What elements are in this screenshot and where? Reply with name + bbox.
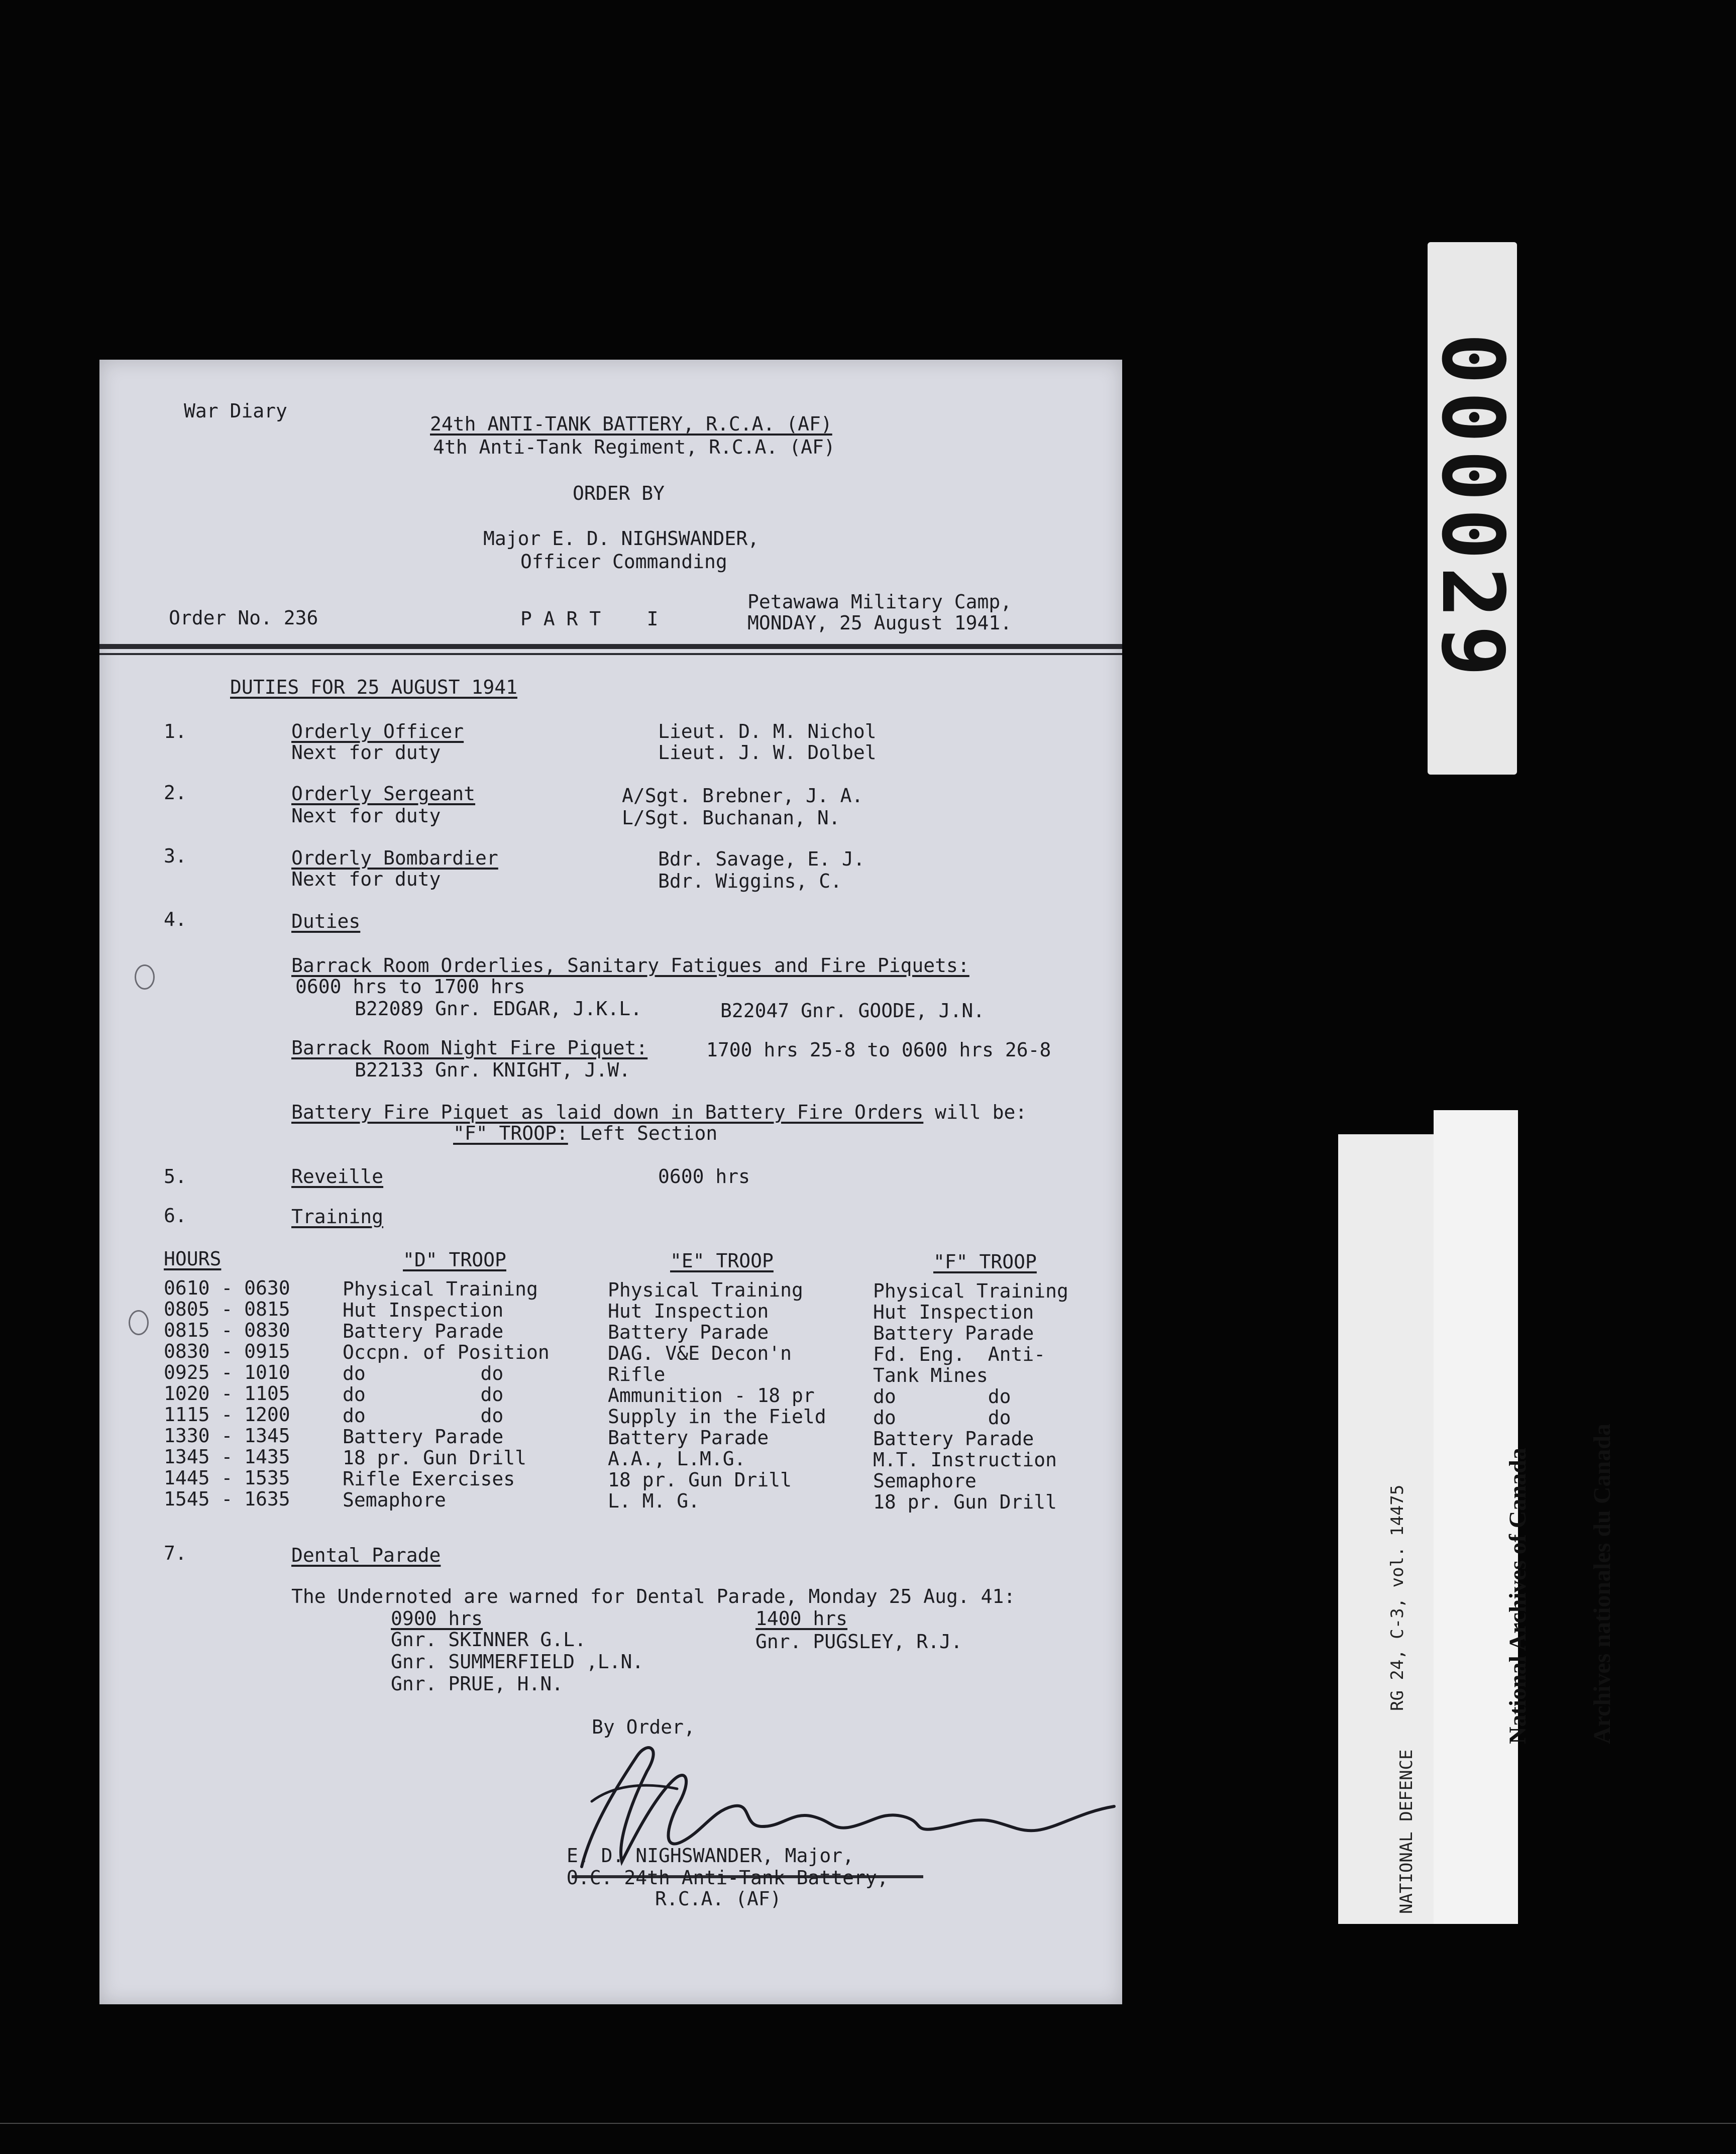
training-cell: Physical Training [343,1278,538,1300]
training-cell: Occpn. of Position [343,1341,550,1363]
training-cell: do do [343,1405,504,1427]
dental-heading: Dental Parade [291,1544,441,1566]
training-cell: Semaphore [343,1489,446,1511]
time-cell: 1020 - 1105 [164,1382,290,1405]
barrack-heading: Barrack Room Orderlies, Sanitary Fatigues and Fire Piquets: [291,954,969,977]
duty-value: Bdr. Savage, E. J. [658,848,865,870]
training-cell: do do [873,1385,1011,1408]
archive-ref: RG 24, C-3, vol. 14475 [1387,1484,1407,1711]
time-cell: 1345 - 1435 [164,1446,290,1468]
order-by: ORDER BY [573,482,665,504]
punch-hole [135,964,155,990]
training-cell: do do [873,1407,1011,1429]
dental-intro: The Undernoted are warned for Dental Parade, Monday 25 Aug. 41: [291,1585,1016,1607]
training-cell: M.T. Instruction [873,1449,1057,1471]
time-cell: 0830 - 0915 [164,1340,290,1362]
column-header: "D" TROOP [403,1249,506,1271]
archives-name-fr: Archives nationales du Canada [1589,1424,1615,1744]
training-cell: Tank Mines [873,1364,988,1386]
by-order: By Order, [592,1716,695,1738]
training-cell: 18 pr. Gun Drill [608,1469,792,1491]
duty-title: Orderly Officer [291,720,464,742]
battery-piquet: Battery Fire Piquet as laid down in Battery Fire Orders will be: [291,1101,1027,1123]
war-diary-page: War Diary 24th ANTI-TANK BATTERY, R.C.A. (AF) 4th Anti-Tank Regiment, R.C.A. (AF) ORDER BY Major E. D. NIGHSWANDER, Officer Commanding Order No. 236 P A R T I Petawawa Military Camp, MONDAY, 25 August 1941. DUTIES FOR 25 AUGUST 1941 1. Orderly Officer Lieut. D. M. Nichol Next for duty Lieut. J. W. Dolbel 2. Orderly Sergeant A/Sgt. Brebner, J. A. Next for duty L/Sgt. Buchanan, N. 3. Orderly Bombardier Bdr. Savage, E. J. Next for duty Bdr. Wiggins, C. 4. Duties Barrack Room Orderlies, Sanitary Fatigues and Fire Piquets: 0600 hrs to 1700 hrs B22089 Gnr. EDGAR, J.K.L. B22047 Gnr. GOODE, J.N. Barrack Room Night Fire Piquet: 1700 hrs 25-8 to 0600 hrs 26-8 B22133 Gnr. KNIGHT, J.W. Battery Fire Piquet as laid down in Battery Fire Orders will be: "F" TROOP: Left Section 5. Reveille 0600 hrs 6. Training HOURS "D" TROOP "E" TROOP "F" TROOP 0610 - 0630 Physical Training Physical Training Physical Training 0805 - 0815 Hut Inspection Hut Inspection Hut Inspection 0815 - 0830 Battery Parade Battery Parade Battery Parade 0830 - 0915 Occpn. of Position DAG. V&E Decon'n Fd. Eng. Anti- 0925 - 1010 do do Rifle Tank Mines 1020 - 1105 do do Ammunition - 18 pr do do 1115 - 1200 do do Supply in the Field do do 1330 - 1345 Battery Parade Battery Parade Battery Parade 1345 - 1435 18 pr. Gun Drill A.A., L.M.G. M.T. Instruction 1445 - 1535 Rifle Exercises 18 pr. Gun Drill Semaphore 1545 - 1635 Semaphore L. M. G. 18 pr. Gun Drill 7. Dental Parade The Undernoted are warned for Dental Parade, Monday 25 Aug. 41: 0900 hrs Gnr. SKINNER G.L. Gnr. SUMMERFIELD ,L.N. Gnr. PRUE, H.N. 1400 hrs Gnr. PUGSLEY, R.J. By Order, E. D. NIGHSWANDER, Major, O.C. 24th Anti-Tank Battery, R.C.A. (AF) [99,360,1122,2004]
part-label: P A R T I [520,608,659,630]
time-cell: 0805 - 0815 [164,1298,290,1320]
time-cell: 1330 - 1345 [164,1425,290,1447]
training-cell: Battery Parade [608,1427,769,1449]
archives-name-en: National Archives of Canada [1504,1448,1531,1744]
signatory-name: E. D. NIGHSWANDER, Major, [567,1845,854,1867]
page-number-stamp [1423,242,1522,775]
duty-value: A/Sgt. Brebner, J. A. [622,785,863,807]
training-cell: A.A., L.M.G. [608,1448,746,1470]
punch-hole [129,1310,149,1335]
night-piquet-heading: Barrack Room Night Fire Piquet: [291,1037,648,1059]
training-cell: 18 pr. Gun Drill [873,1491,1057,1513]
stamp-number: 000029 [1423,333,1522,684]
training-cell: Supply in the Field [608,1406,826,1428]
dental-time: 0900 hrs [391,1607,483,1630]
training-cell: Rifle [608,1363,666,1385]
training-cell: Battery Parade [343,1426,504,1448]
commander-name: Major E. D. NIGHSWANDER, [483,527,759,550]
place: Petawawa Military Camp, [747,591,1012,613]
training-cell: do do [343,1362,504,1384]
war-diary-note: War Diary [184,400,287,422]
time-cell: 0815 - 0830 [164,1319,290,1341]
reveille-label: Reveille [291,1165,384,1188]
training-cell: Battery Parade [608,1321,769,1343]
regiment-line: 4th Anti-Tank Regiment, R.C.A. (AF) [433,436,835,458]
duty-title: Orderly Sergeant [291,783,476,805]
unit-title: 24th ANTI-TANK BATTERY, R.C.A. (AF) [430,413,832,435]
time-cell: 1545 - 1635 [164,1488,290,1510]
time-cell: 1445 - 1535 [164,1467,290,1489]
order-number: Order No. 236 [169,607,318,629]
training-cell: do do [343,1383,504,1406]
header-rule [99,653,1122,655]
training-cell: DAG. V&E Decon'n [608,1342,792,1364]
column-header: "F" TROOP [933,1251,1037,1273]
training-heading: Training [291,1206,384,1228]
training-cell: Battery Parade [873,1428,1034,1450]
time-cell: 0610 - 0630 [164,1277,290,1299]
training-cell: Battery Parade [873,1322,1034,1344]
time-cell: 0925 - 1010 [164,1361,290,1383]
training-cell: Ammunition - 18 pr [608,1384,815,1407]
training-cell: Hut Inspection [873,1301,1034,1323]
training-cell: Rifle Exercises [343,1468,515,1490]
duties-heading: Duties [291,910,361,932]
column-header: HOURS [164,1248,222,1270]
column-header: "E" TROOP [670,1250,774,1272]
national-archives-label [1434,1110,1615,1924]
training-cell: Physical Training [608,1279,803,1301]
header-rule [99,644,1122,649]
training-cell: Physical Training [873,1280,1068,1302]
training-cell: Hut Inspection [343,1299,504,1321]
training-cell: Battery Parade [343,1320,504,1342]
reveille-time: 0600 hrs [658,1165,750,1188]
dental-time: 1400 hrs [755,1607,848,1630]
time-cell: 1115 - 1200 [164,1404,290,1426]
training-cell: L. M. G. [608,1490,700,1512]
signatory-unit: R.C.A. (AF) [655,1888,782,1910]
duty-value: Lieut. D. M. Nichol [658,720,877,742]
training-cell: Semaphore [873,1470,976,1492]
signatory-title: O.C. 24th Anti-Tank Battery, [567,1867,889,1889]
commander-title: Officer Commanding [520,551,727,573]
date: MONDAY, 25 August 1941. [747,612,1012,634]
training-cell: Fd. Eng. Anti- [873,1343,1046,1365]
training-cell: 18 pr. Gun Drill [343,1447,527,1469]
scan-edge [0,2123,1736,2124]
duty-title: Orderly Bombardier [291,847,498,869]
training-cell: Hut Inspection [608,1300,769,1322]
duties-title: DUTIES FOR 25 AUGUST 1941 [230,676,517,698]
department-en: NATIONAL DEFENCE [1396,1749,1417,1914]
archive-reference-label [1338,1134,1434,1924]
